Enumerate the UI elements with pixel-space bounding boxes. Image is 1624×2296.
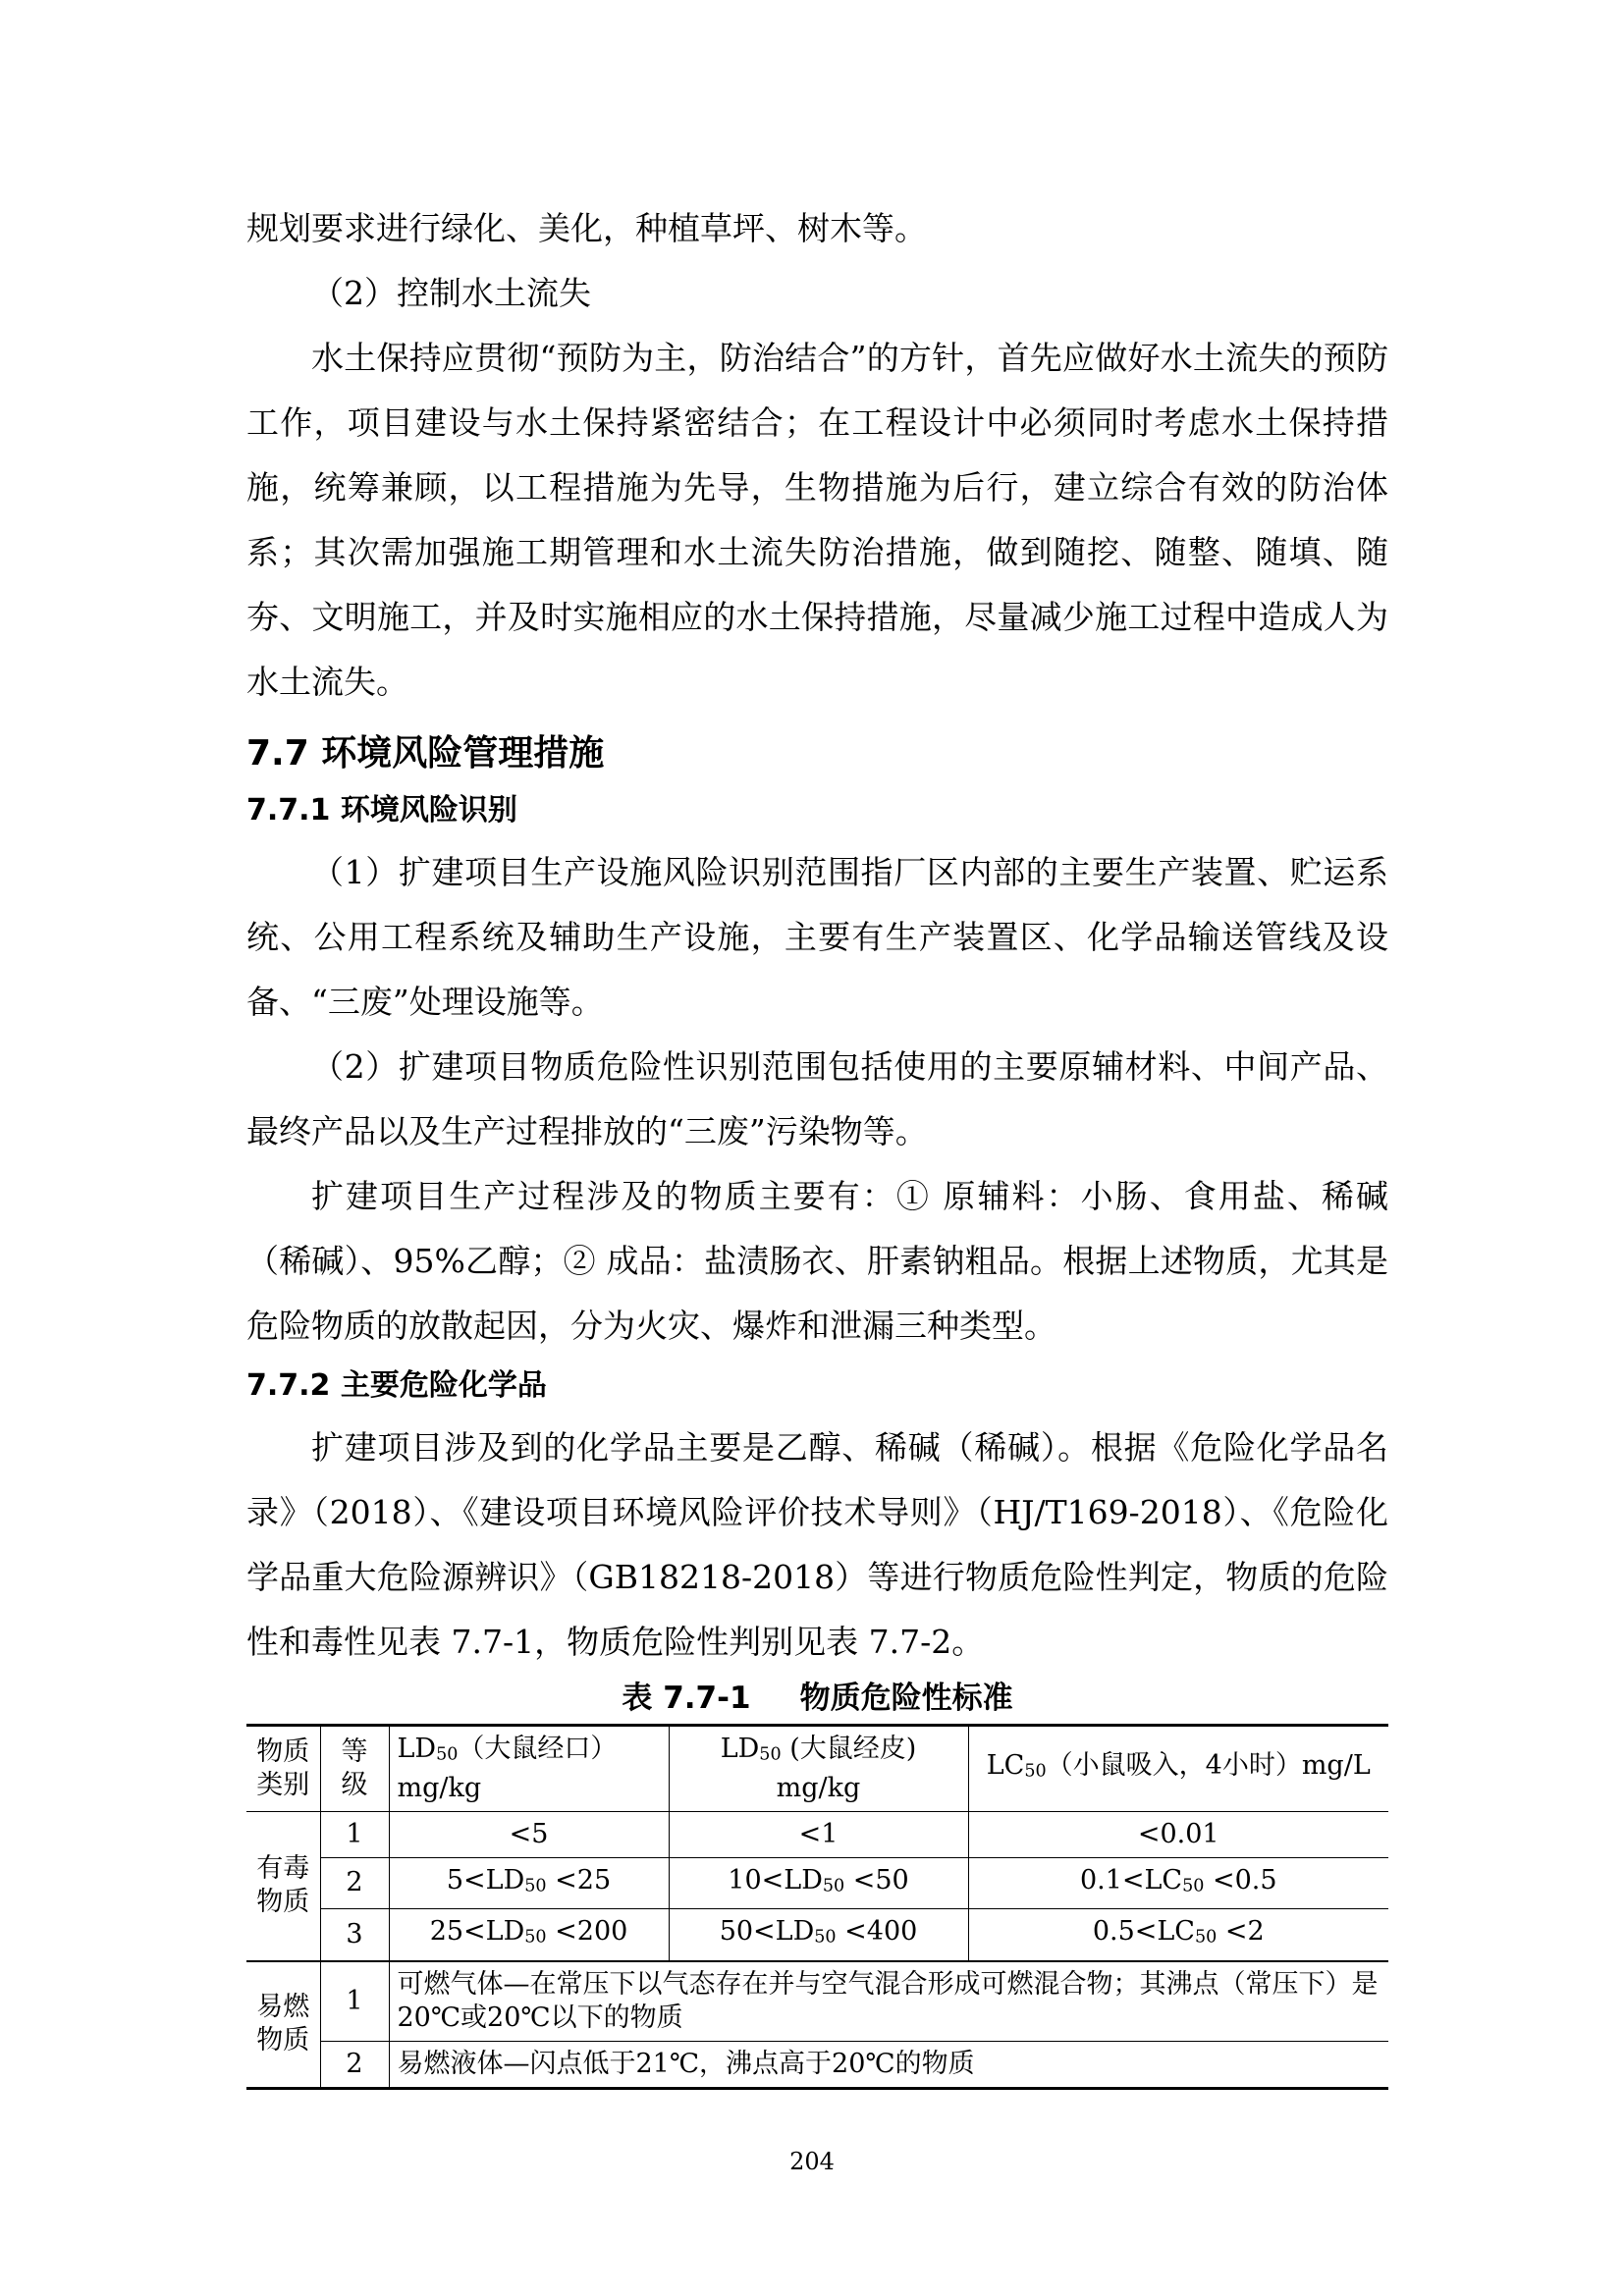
flammable-desc-cell: 可燃气体—在常压下以气态存在并与空气混合形成可燃混合物；其沸点（常压下）是20℃或20℃以下的物质 [389,1961,1388,2042]
grade-cell: 3 [320,1909,389,1961]
table-row [246,1909,1388,1961]
skin-cell: 10<LD50 <50 [669,1857,968,1909]
inhalation-cell: <0.01 [968,1811,1388,1857]
section-heading-7-7-1: 7.7.1 环境风险识别 [246,793,517,828]
oral-cell: 5<LD50 <25 [389,1857,669,1909]
document-page [246,196,1388,2090]
table-caption-title: 物质危险性标准 [799,1681,1013,1716]
item-soil-erosion: （2）控制水土流失 [311,274,591,312]
inhalation-cell: 0.5<LC50 <2 [968,1909,1388,1961]
paragraph-facility-risk: （1）扩建项目生产设施风险识别范围指厂区内部的主要生产装置、贮运系统、公用工程系统及辅助生产设施，主要有生产装置区、化学品输送管线及设备、“三废”处理设施等。 [246,853,1388,1021]
grade-cell: 2 [320,2041,389,2088]
category-toxic: 有毒物质 [246,1811,320,1961]
section-heading-7-7: 7.7 环境风险管理措施 [246,733,605,774]
grade-cell: 1 [320,1961,389,2042]
header-grade: 等级 [320,1726,389,1812]
grade-cell: 1 [320,1811,389,1857]
table-row [246,1811,1388,1857]
grade-cell: 2 [320,1857,389,1909]
table-caption [246,1679,1388,1718]
header-category: 物质类别 [246,1726,320,1812]
table-header-row [246,1726,1388,1812]
paragraph-greening: 规划要求进行绿化、美化，种植草坪、树木等。 [246,209,927,247]
table-row [246,2041,1388,2088]
header-ld50-skin: LD50 (大鼠经皮) mg/kg [669,1726,968,1812]
hazard-criteria-table [246,1724,1388,2090]
table-row [246,1961,1388,2042]
skin-cell: <1 [669,1811,968,1857]
paragraph-chemicals: 扩建项目涉及到的化学品主要是乙醇、稀碱（稀碱）。根据《危险化学品名录》（2018）、《建设项目环境风险评价技术导则》（HJ/T169-2018）、《危险化学品重大危险源辨识》（GB18218-2018）等进行物质危险性判定，物质的危险性和毒性见表 7.7-1，物质危险性判别见表 7.7-2。 [246,1428,1388,1661]
paragraph-materials-involved: 扩建项目生产过程涉及的物质主要有：① 原辅料：小肠、食用盐、稀碱（稀碱）、95%乙醇；② 成品：盐渍肠衣、肝素钠粗品。根据上述物质，尤其是危险物质的放散起因，分为火灾、爆炸和泄漏三种类型。 [246,1177,1388,1345]
skin-cell: 50<LD50 <400 [669,1909,968,1961]
paragraph-material-risk: （2）扩建项目物质危险性识别范围包括使用的主要原辅材料、中间产品、最终产品以及生产过程排放的“三废”污染物等。 [246,1047,1388,1150]
oral-cell: <5 [389,1811,669,1857]
category-flammable: 易燃物质 [246,1961,320,2089]
header-ld50-oral: LD50（大鼠经口）mg/kg [389,1726,669,1812]
table-caption-number: 表 7.7-1 [622,1681,751,1716]
flammable-desc-cell: 易燃液体—闪点低于21℃，沸点高于20℃的物质 [389,2041,1388,2088]
header-lc50-inhalation: LC50（小鼠吸入，4小时）mg/L [968,1726,1388,1812]
table-row [246,1857,1388,1909]
paragraph-soil-conservation: 水土保持应贯彻“预防为主，防治结合”的方针，首先应做好水土流失的预防工作，项目建设与水土保持紧密结合；在工程设计中必须同时考虑水土保持措施，统筹兼顾，以工程措施为先导，生物措施为后行，建立综合有效的防治体系；其次需加强施工期管理和水土流失防治措施，做到随挖、随整、随填、随夯、文明施工，并及时实施相应的水土保持措施，尽量减少施工过程中造成人为水土流失。 [246,339,1388,701]
section-heading-7-7-2: 7.7.2 主要危险化学品 [246,1368,547,1403]
oral-cell: 25<LD50 <200 [389,1909,669,1961]
page-number: 204 [789,2148,835,2175]
inhalation-cell: 0.1<LC50 <0.5 [968,1857,1388,1909]
